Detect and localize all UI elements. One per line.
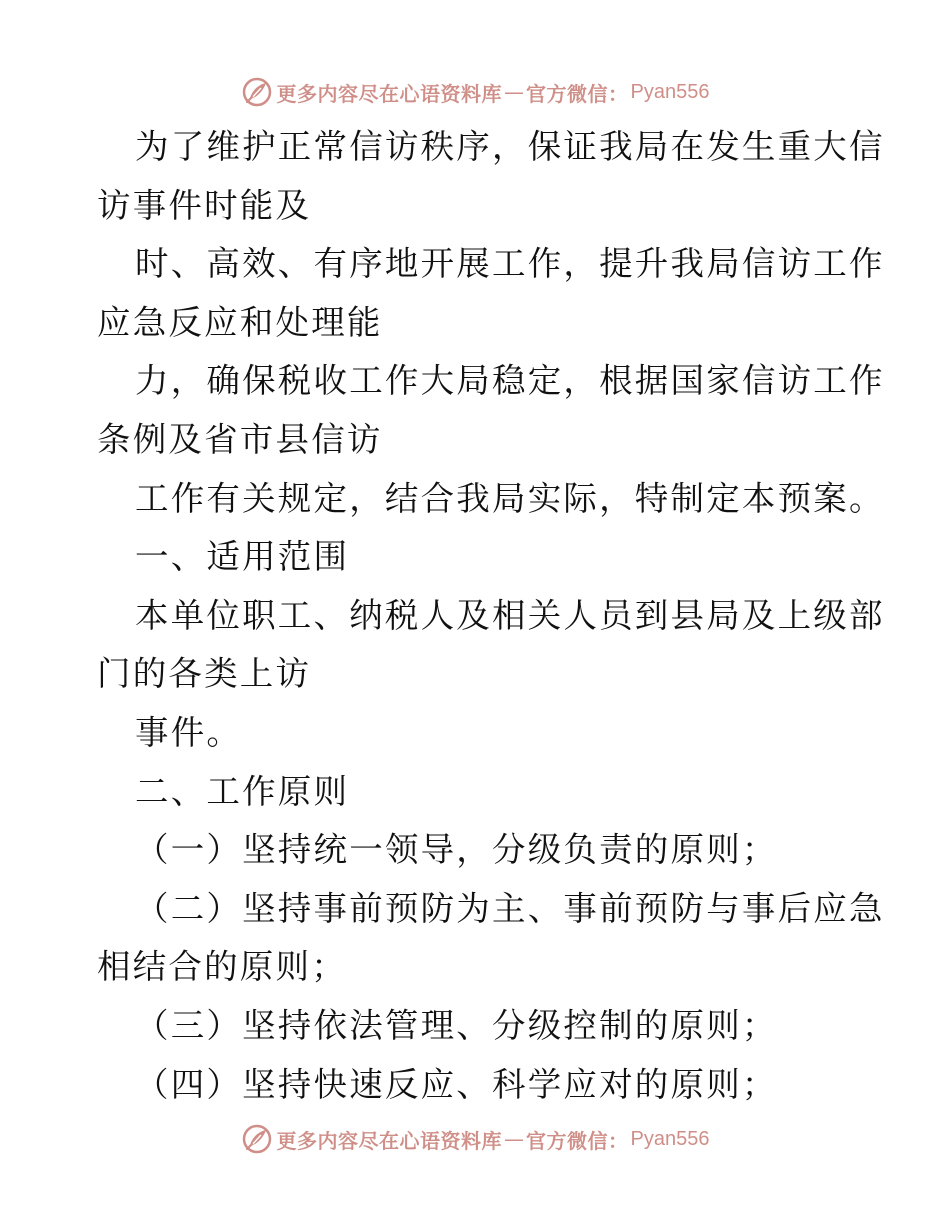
leaf-pen-logo-icon	[241, 1123, 273, 1155]
footer-watermark	[0, 1119, 950, 1159]
text-line: 一、适用范围	[135, 537, 350, 577]
watermark-separator: —	[504, 80, 525, 104]
text-line: （二）坚持事前预防为主、事前预防与事后应急	[135, 888, 885, 928]
text-line: 本单位职工、纳税人及相关人员到县局及上级部	[135, 595, 885, 635]
text-line: （四）坚持快速反应、科学应对的原则；	[135, 1064, 778, 1104]
text-line: （三）坚持依法管理、分级控制的原则；	[135, 1005, 778, 1045]
document-body	[97, 118, 885, 1114]
text-line: 时、高效、有序地开展工作，提升我局信访工作	[135, 244, 885, 284]
text-line: 工作有关规定，结合我局实际，特制定本预案。	[135, 478, 885, 518]
text-line: （一）坚持统一领导，分级负责的原则；	[135, 830, 778, 870]
text-line: 力，确保税收工作大局稳定，根据国家信访工作	[135, 361, 885, 401]
leaf-pen-logo-icon	[241, 76, 273, 108]
text-line: 二、工作原则	[135, 771, 350, 811]
watermark-label: 官方微信：	[526, 1128, 629, 1153]
text-line: 访事件时能及	[97, 185, 312, 225]
watermark-separator: —	[504, 1127, 525, 1151]
watermark-id: Pyan556	[630, 1127, 710, 1150]
watermark-id: Pyan556	[630, 80, 710, 103]
text-line: 为了维护正常信访秩序，保证我局在发生重大信	[135, 127, 885, 166]
text-line: 门的各类上访	[97, 654, 312, 694]
watermark-label: 官方微信：	[526, 81, 629, 106]
watermark-text: 更多内容尽在心语资料库	[276, 1128, 503, 1153]
header-watermark	[0, 72, 950, 112]
text-line: 事件。	[135, 712, 243, 752]
text-line: 应急反应和处理能	[97, 302, 383, 342]
watermark-text: 更多内容尽在心语资料库	[276, 81, 503, 106]
text-line: 相结合的原则；	[97, 947, 347, 987]
text-line: 条例及省市县信访	[97, 419, 383, 459]
